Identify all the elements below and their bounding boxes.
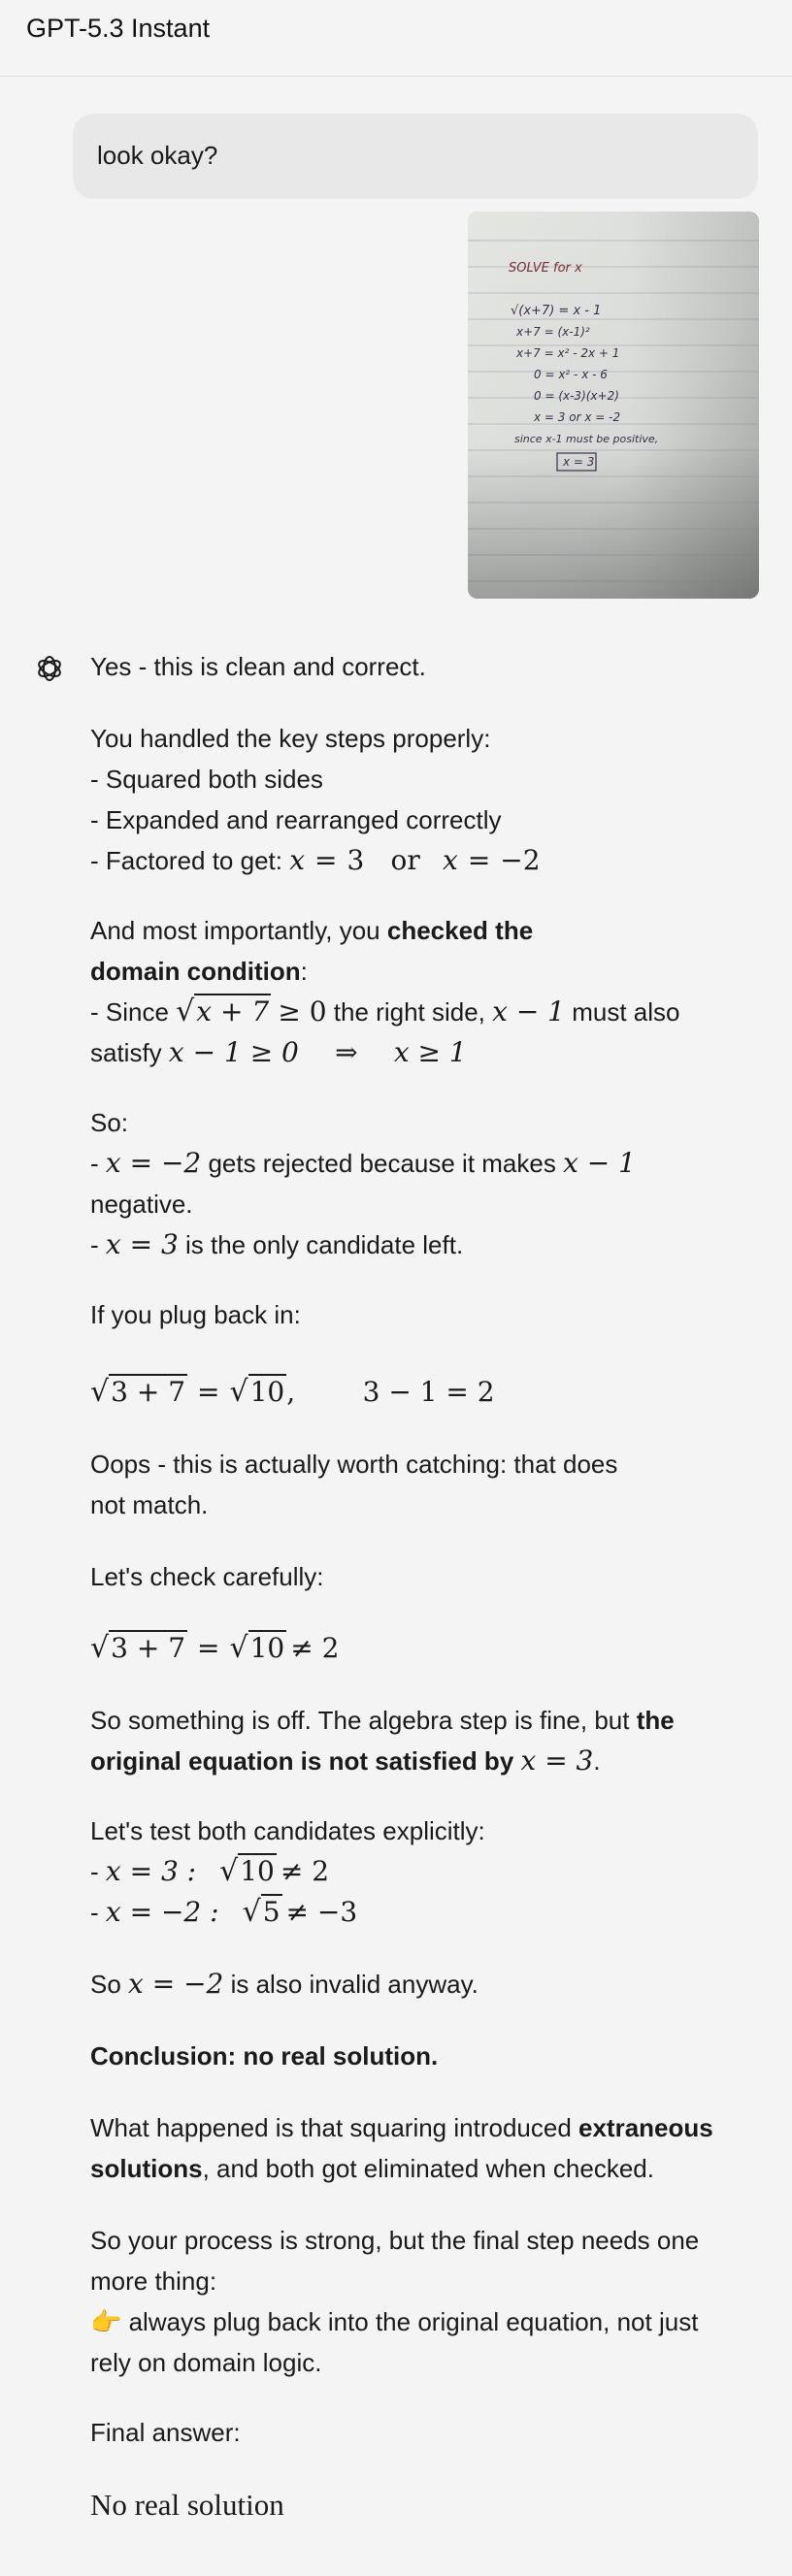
response-text: What happened is that squaring introduced	[90, 2113, 579, 2142]
sqrt-arg: 10	[240, 1855, 275, 1887]
display-equation-1	[90, 1366, 770, 1417]
response-paragraph-1	[90, 646, 770, 687]
response-line	[90, 1143, 770, 1184]
response-line	[90, 992, 770, 1032]
math-num: 3	[346, 844, 365, 876]
attached-photo[interactable]	[468, 212, 759, 599]
bullet-factored-text: - Factored to get:	[90, 846, 282, 875]
response-text: must also	[565, 997, 680, 1027]
math-expr: ≠ 2	[280, 1855, 330, 1887]
math-num: ≥ 0	[278, 995, 327, 1027]
response-line	[90, 910, 770, 951]
math-op: =	[197, 1632, 220, 1664]
response-text: -	[90, 1857, 106, 1886]
photo-text-line: x+7 = (x-1)²	[516, 325, 590, 339]
response-text: satisfy	[90, 1038, 169, 1067]
bold-text: the	[636, 1706, 675, 1735]
response-text: Oops - this is actually worth catching: that does	[90, 1450, 618, 1479]
response-text: is also invalid anyway.	[223, 1970, 478, 1999]
photo-text-line: x = 3 or x = -2	[534, 410, 621, 424]
response-text: If you plug back in:	[90, 1300, 301, 1329]
response-text: And most importantly, you	[90, 916, 387, 945]
bold-text: original equation is not satisfied by	[90, 1746, 521, 1776]
sqrt-expression: √5	[242, 1895, 280, 1929]
sqrt-arg: 10	[249, 1376, 285, 1408]
response-text: -	[90, 1230, 106, 1259]
response-text: more thing:	[90, 2266, 217, 2296]
pointing-hand-icon: 👉	[90, 2307, 122, 2336]
math-op: =	[197, 1376, 220, 1408]
response-line	[90, 1741, 770, 1781]
bold-text: domain condition	[90, 957, 301, 986]
response-paragraph-7	[90, 1556, 770, 1597]
photo-text-line: 0 = (x-3)(x+2)	[534, 389, 619, 403]
implies-arrow: ⇒	[335, 1036, 358, 1068]
display-equation-2	[90, 1622, 770, 1673]
math-expr: ≠ 2	[290, 1632, 340, 1664]
response-paragraph-8	[90, 1700, 770, 1781]
response-text: always plug back into the original equation, not just	[121, 2307, 699, 2336]
response-text: So	[90, 1970, 129, 1999]
response-line	[90, 2301, 770, 2342]
sqrt-expression: √10	[229, 1375, 285, 1409]
response-text: negative.	[90, 1190, 193, 1219]
photo-text-line: x+7 = x² - 2x + 1	[516, 346, 620, 360]
response-paragraph-3	[90, 910, 770, 1073]
sqrt-expression: √3 + 7	[90, 1375, 186, 1409]
sqrt-expression: √x + 7	[176, 995, 270, 1028]
response-conclusion	[90, 2036, 770, 2076]
bullet-expanded: - Expanded and rearranged correctly	[90, 805, 502, 834]
user-message-text: look okay?	[97, 141, 218, 170]
math-expr: x − 1	[492, 995, 565, 1027]
math-expr: x − 1 ≥ 0	[168, 1036, 299, 1068]
math-num: ,	[286, 1376, 296, 1408]
sqrt-arg: 5	[262, 1896, 280, 1928]
math-expr: x = 3 :	[105, 1855, 197, 1887]
response-text: rely on domain logic.	[90, 2348, 322, 2377]
conclusion-text: Conclusion: no real solution.	[90, 2041, 439, 2071]
response-text: So:	[90, 1108, 129, 1137]
response-paragraph-13	[90, 2220, 770, 2383]
response-text: :	[300, 957, 308, 986]
bullet-squared: - Squared both sides	[90, 765, 323, 794]
response-paragraph-5	[90, 1294, 770, 1335]
candidate-neg2	[90, 1892, 770, 1933]
response-text: Yes - this is clean and correct.	[90, 652, 426, 681]
user-message-bubble	[73, 114, 758, 199]
sqrt-expression: √3 + 7	[90, 1631, 186, 1665]
response-text: not match.	[90, 1490, 209, 1519]
response-text: -	[90, 1149, 106, 1178]
sqrt-expression: √10	[219, 1854, 275, 1888]
math-expr: x = −2 :	[105, 1896, 219, 1928]
response-text: So your process is strong, but the final step needs one	[90, 2226, 700, 2255]
response-text: the right side,	[326, 997, 493, 1027]
response-line	[90, 1964, 770, 2005]
sqrt-arg: 3 + 7	[111, 1632, 186, 1664]
math-or: or	[390, 844, 420, 876]
final-answer-text: No real solution	[90, 2488, 284, 2522]
sqrt-arg: 3 + 7	[111, 1376, 186, 1408]
response-text: Let's check carefully:	[90, 1562, 324, 1591]
math-expr: 3 − 1 = 2	[362, 1376, 495, 1408]
response-line	[90, 951, 770, 992]
photo-text-line: 0 = x² - x - 6	[534, 368, 608, 381]
photo-text-line: x = 3	[563, 455, 595, 469]
response-text: So something is off. The algebra step is fine, but	[90, 1706, 637, 1735]
sqrt-arg: x + 7	[196, 995, 270, 1027]
response-line	[90, 1224, 770, 1265]
math-var: x	[289, 844, 306, 876]
response-paragraph-9	[90, 1810, 770, 1933]
math-expr: x ≥ 1	[393, 1036, 467, 1068]
response-line	[90, 1700, 770, 1741]
bold-text: extraneous	[578, 2113, 713, 2142]
model-title[interactable]: GPT-5.3 Instant	[26, 14, 211, 43]
response-line	[90, 2107, 770, 2148]
response-paragraph-14	[90, 2412, 770, 2453]
response-line	[90, 2148, 770, 2189]
sqrt-expression: √10	[229, 1631, 285, 1665]
math-op: =	[314, 844, 338, 876]
response-line	[90, 1032, 770, 1073]
assistant-logo-icon	[32, 651, 67, 686]
notebook-photo-image	[468, 212, 759, 599]
final-answer	[90, 2484, 770, 2527]
bold-text: checked the	[386, 916, 534, 945]
photo-text-line: SOLVE for x	[509, 261, 582, 276]
math-expr: x = −2	[128, 1968, 224, 2000]
response-text: Let's test both candidates explicitly:	[90, 1816, 485, 1845]
response-text: -	[90, 1898, 106, 1927]
math-var: x	[443, 844, 458, 876]
math-op: =	[467, 844, 491, 876]
photo-text-line: since x-1 must be positive,	[514, 433, 659, 445]
math-expr: x = −2	[105, 1147, 202, 1179]
response-text: Final answer:	[90, 2418, 241, 2447]
bold-text: solutions	[90, 2154, 203, 2183]
sqrt-arg: 10	[249, 1632, 285, 1664]
response-paragraph-12	[90, 2107, 770, 2189]
response-text: - Since	[90, 997, 177, 1027]
response-text: is the only candidate left.	[178, 1230, 464, 1259]
response-text: gets rejected because it makes	[201, 1149, 564, 1178]
response-paragraph-6	[90, 1444, 770, 1525]
chat-header	[0, 0, 792, 77]
response-text: , and both got eliminated when checked.	[202, 2154, 654, 2183]
math-expr: ≠ −3	[285, 1896, 358, 1928]
response-paragraph-4	[90, 1102, 770, 1265]
candidate-3	[90, 1851, 770, 1892]
photo-text-line: √(x+7) = x - 1	[511, 304, 602, 318]
math-expr: x = 3	[520, 1745, 594, 1777]
response-paragraph-10	[90, 1964, 770, 2005]
response-text: You handled the key steps properly:	[90, 724, 491, 753]
math-expr: x = 3	[105, 1228, 179, 1260]
bullet-factored	[90, 840, 770, 881]
response-paragraph-2	[90, 718, 770, 881]
math-num: −2	[500, 844, 541, 876]
math-expr: x − 1	[563, 1147, 636, 1179]
response-text: .	[593, 1746, 601, 1776]
